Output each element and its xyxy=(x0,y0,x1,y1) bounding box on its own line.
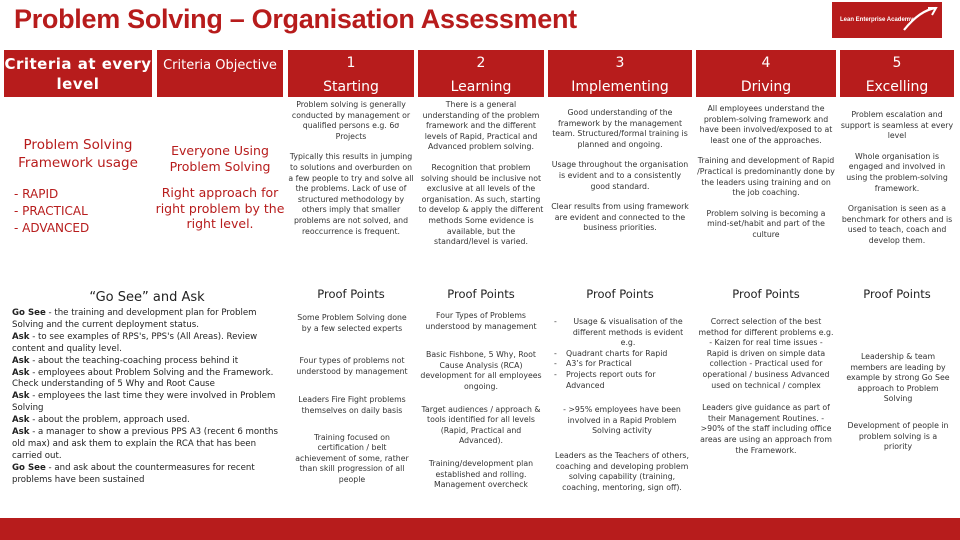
proof-list xyxy=(554,317,690,391)
proof-level-4 xyxy=(698,317,834,512)
proof-level-2 xyxy=(420,311,542,506)
go-see-item xyxy=(12,368,282,392)
description-paragraph: Organisation is seen as a benchmark for others and is used to teach, coach and develop them. xyxy=(841,204,953,245)
go-see-key: Go See xyxy=(12,308,46,318)
logo xyxy=(832,2,942,38)
description-paragraph: Usage throughout the organisation is evident and to a consistently good standard. xyxy=(551,160,689,191)
go-see-key: Go See xyxy=(12,462,46,473)
description-paragraph: Problem solving is generally conducted by management or qualified persons e.g. 6σ Projects xyxy=(291,100,411,141)
go-see-text: - employees the last time they were involved in Problem Solving xyxy=(12,391,276,414)
proof-points-header-2: Proof Points xyxy=(447,287,515,301)
description-paragraph: Typically this results in jumping to solutions and overburden on a few people to try and solve all the problems. Lack of use of structured methodology by others imply that smaller problems are not solved, and reoccurrence is frequent. xyxy=(288,152,414,236)
proof-item: Basic Fishbone, 5 Why, Root Cause Analysis (RCA) development for all employees ongoing. xyxy=(420,350,542,391)
go-see-item xyxy=(12,356,282,368)
level-header-4 xyxy=(696,50,836,97)
level-name: Implementing xyxy=(571,79,669,95)
criteria-header: Criteria at every level xyxy=(4,50,152,97)
description-paragraph: There is a general understanding of the problem framework and the different levels of Rapid, Practical and Advanced problem solving. xyxy=(422,100,540,152)
description-level-5 xyxy=(840,110,954,290)
objective-line-1: Everyone Using Problem Solving xyxy=(169,143,271,174)
level-header-1 xyxy=(288,50,414,97)
go-see-text: - about the teaching-coaching process behind it xyxy=(29,355,239,366)
proof-level-5 xyxy=(846,352,950,540)
go-see-key: Ask xyxy=(12,355,30,366)
description-paragraph: Whole organisation is engaged and involved in using the problem-solving framework. xyxy=(846,151,948,193)
go-see-item xyxy=(12,427,282,463)
description-paragraph: All employees understand the problem-solving framework and have been involved/exposed to at least one of the approaches. xyxy=(699,104,833,145)
objective-line-2: Right approach for right problem by the right level. xyxy=(155,185,285,231)
description-level-3 xyxy=(548,100,692,280)
framework-list xyxy=(14,186,144,237)
level-name: Excelling xyxy=(865,79,929,95)
go-see-key: Ask xyxy=(12,331,30,342)
proof-list-item: - Usage & visualisation of the different methods is evident e.g. xyxy=(554,317,690,349)
go-see-key: Ask xyxy=(12,391,30,402)
proof-points-header-3: Proof Points xyxy=(586,287,654,301)
go-see-item xyxy=(12,463,282,487)
level-header-2 xyxy=(418,50,544,97)
go-see-text: - employees about Problem Solving and the Framework. Check understanding of 5 Why and Root Cause xyxy=(12,367,274,390)
go-see-item xyxy=(12,391,282,415)
proof-item: Training/development plan established and rolling. Management overcheck xyxy=(428,458,534,490)
go-see-text: - a manager to show a previous PPS A3 (recent 6 months old max) and ask them to explain the RCA that has been carried out. xyxy=(12,427,278,461)
go-see-text: - about the problem, approach used. xyxy=(29,415,190,426)
proof-points-header-1: Proof Points xyxy=(317,287,385,301)
go-see-item xyxy=(12,415,282,427)
description-level-2 xyxy=(418,100,544,280)
proof-item: Four Types of Problems understood by management xyxy=(425,311,537,331)
proof-item: Leaders Fire Fight problems themselves on daily basis xyxy=(298,395,406,415)
description-level-4 xyxy=(696,104,836,284)
go-see-title: “Go See” and Ask xyxy=(89,290,205,305)
footer-bar xyxy=(0,518,960,540)
proof-list-item: - Quadrant charts for Rapid xyxy=(554,349,690,360)
level-name: Driving xyxy=(740,79,792,95)
proof-list-item: - Projects report outs for Advanced xyxy=(554,370,690,391)
objective-header: Criteria Objective xyxy=(157,50,283,97)
go-see-text: - to see examples of RPS's, PPS's (All Areas). Review content and quality level. xyxy=(12,331,258,354)
go-see-text: - and ask about the countermeasures for recent problems have been sustained xyxy=(12,462,255,485)
proof-level-1 xyxy=(292,313,412,508)
description-paragraph: Problem escalation and support is seamless at every level xyxy=(840,110,954,141)
level-number: 3 xyxy=(615,55,625,71)
proof-item: Leaders as the Teachers of others, coaching and developing problem solving capability (training, coaching, mentoring, sign off). xyxy=(555,450,689,492)
framework-item: - RAPID xyxy=(14,187,59,201)
go-see-key: Ask xyxy=(12,415,30,426)
proof-item: Leadership & team members are leading by example by strong Go See approach to Problem Solving xyxy=(846,352,950,404)
objective-cell xyxy=(157,98,283,283)
go-see-item xyxy=(12,332,282,356)
level-number: 2 xyxy=(476,55,486,71)
level-number: 4 xyxy=(761,55,771,71)
go-see-text: - the training and development plan for Problem Solving and the current deployment status. xyxy=(12,308,257,330)
proof-list-item: - A3’s for Practical xyxy=(554,359,690,370)
framework-item: - ADVANCED xyxy=(14,221,90,235)
proof-item: Training focused on certification / belt achievement of some, rather than skill progression of all people xyxy=(295,432,409,484)
proof-item: Development of people in problem solving is a priority xyxy=(847,420,949,452)
level-number: 5 xyxy=(892,55,902,71)
description-paragraph: Clear results from using framework are evident and connected to the business priorities. xyxy=(551,202,689,233)
description-paragraph: Recognition that problem solving should be inclusive not exclusive at all levels of the organisation. As such, starting to develop & apply the different methods Some evidence is available, but the standard/level is varied. xyxy=(418,162,544,247)
framework-title: Problem Solving Framework usage xyxy=(18,137,138,171)
go-see-panel xyxy=(12,290,282,502)
description-paragraph: Problem solving is becoming a mind-set/habit and part of the culture xyxy=(706,208,826,239)
level-number: 1 xyxy=(346,55,356,71)
level-name: Starting xyxy=(323,79,379,95)
proof-level-3 xyxy=(554,317,690,512)
proof-item: Correct selection of the best method for different problems e.g. - Kaizen for real time issues - Rapid is driven on simple data collection - Practical used for operational / business Advanced used on technical / complex xyxy=(698,317,834,390)
proof-item: Four types of problems not understood by management xyxy=(296,356,408,376)
description-paragraph: Good understanding of the framework by the management team. Structured/formal training is planned and ongoing. xyxy=(552,108,688,149)
go-see-key: Ask xyxy=(12,367,30,378)
logo-text: Lean Enterprise Academy xyxy=(840,17,914,23)
proof-item: Leaders give guidance as part of their Management Routines. - >90% of the staff including office areas are using an approach from the Framework. xyxy=(700,403,832,455)
level-header-5 xyxy=(840,50,954,97)
framework-item: - PRACTICAL xyxy=(14,204,88,218)
proof-points-header-5: Proof Points xyxy=(863,287,931,301)
level-name: Learning xyxy=(450,79,512,95)
description-level-1 xyxy=(288,100,414,280)
proof-item: - >95% employees have been involved in a Rapid Problem Solving activity xyxy=(563,405,681,436)
go-see-key: Ask xyxy=(12,427,30,438)
framework-cell xyxy=(4,98,152,283)
proof-item: Some Problem Solving done by a few selected experts xyxy=(297,313,407,333)
description-paragraph: Training and development of Rapid /Practical is predominantly done by the leaders using training and on the job coaching. xyxy=(697,156,835,198)
go-see-item xyxy=(12,308,282,332)
proof-item: Target audiences / approach & tools identified for all levels (Rapid, Practical and Advanced). xyxy=(421,404,541,446)
page-title: Problem Solving – Organisation Assessment xyxy=(14,4,577,34)
proof-points-header-4: Proof Points xyxy=(732,287,800,301)
level-header-3 xyxy=(548,50,692,97)
go-see-body xyxy=(12,308,282,487)
logo-swoosh-icon xyxy=(902,6,938,34)
